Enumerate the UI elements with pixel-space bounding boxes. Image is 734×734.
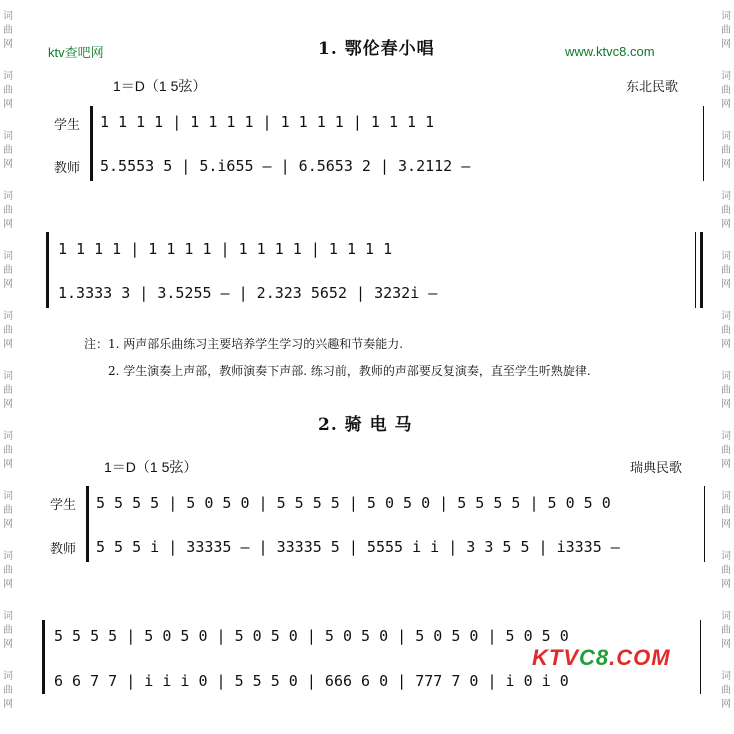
song2-title: 2. 骑 电 马 — [318, 415, 413, 435]
left-side-watermark-glyph: 词 — [3, 431, 13, 442]
song2-system1-endbar — [704, 486, 705, 562]
right-side-watermark-glyph: 曲 — [721, 505, 731, 516]
song2-system1-student: 5 5 5 5 | 5 0 5 0 | 5 5 5 5 | 5 0 5 0 | 5 5 5 5 | 5 0 5 0 — [96, 494, 611, 512]
right-side-watermark-glyph: 曲 — [721, 85, 731, 96]
right-side-watermark-glyph: 词 — [721, 311, 731, 322]
right-side-watermark-glyph: 词 — [721, 251, 731, 262]
song1-origin: 东北民歌 — [626, 80, 679, 95]
right-side-watermark-glyph: 网 — [721, 399, 731, 410]
left-side-watermark-glyph: 词 — [3, 671, 13, 682]
right-side-watermark-glyph: 曲 — [721, 445, 731, 456]
left-side-watermark-glyph: 词 — [3, 191, 13, 202]
song2-system2-brace — [42, 620, 45, 694]
song1-system1-teacher: 5.5553 5 | 5.i655 – | 6.5653 2 | 3.2112 – — [100, 157, 471, 175]
right-side-watermark-glyph: 曲 — [721, 265, 731, 276]
song1-title: 1. 鄂伦春小唱 — [318, 39, 435, 59]
song2-teacher-label: 教师 — [50, 542, 77, 557]
right-side-watermark-glyph: 词 — [721, 551, 731, 562]
song1-student-label: 学生 — [54, 118, 81, 133]
left-side-watermark-glyph: 网 — [3, 39, 13, 50]
right-side-watermark-glyph: 词 — [721, 611, 731, 622]
song1-system1-endbar — [703, 106, 704, 181]
left-side-watermark-glyph: 曲 — [3, 625, 13, 636]
site-logo — [532, 645, 671, 671]
left-side-watermark-glyph: 曲 — [3, 505, 13, 516]
left-side-watermark-glyph: 网 — [3, 639, 13, 650]
left-side-watermark-glyph: 词 — [3, 491, 13, 502]
right-side-watermark-glyph: 词 — [721, 11, 731, 22]
left-side-watermark-glyph: 网 — [3, 459, 13, 470]
song1-system2-finalbar-thin — [695, 232, 696, 308]
song2-student-label: 学生 — [50, 498, 77, 513]
right-side-watermark-glyph: 网 — [721, 99, 731, 110]
right-side-watermark-glyph: 词 — [721, 671, 731, 682]
right-side-watermark-glyph: 词 — [721, 71, 731, 82]
right-side-watermark-glyph: 曲 — [721, 385, 731, 396]
right-side-watermark-glyph: 网 — [721, 699, 731, 710]
left-side-watermark-glyph: 曲 — [3, 385, 13, 396]
site-right-watermark: www.ktvc8.com — [565, 44, 655, 59]
left-side-watermark-glyph: 网 — [3, 159, 13, 170]
left-side-watermark-glyph: 网 — [3, 339, 13, 350]
left-side-watermark-glyph: 曲 — [3, 445, 13, 456]
song1-system2-finalbar — [700, 232, 703, 308]
left-side-watermark-glyph: 网 — [3, 399, 13, 410]
left-side-watermark-glyph: 网 — [3, 219, 13, 230]
right-side-watermark-glyph: 词 — [721, 191, 731, 202]
right-side-watermark-glyph: 网 — [721, 159, 731, 170]
right-side-watermark-glyph: 曲 — [721, 325, 731, 336]
site-logo-part-b: C8 — [579, 645, 610, 670]
left-side-watermark-glyph: 网 — [3, 579, 13, 590]
left-side-watermark-glyph: 曲 — [3, 25, 13, 36]
song1-system2-teacher: 1.3333 3 | 3.5255 – | 2.323 5652 | 3232i – — [58, 284, 438, 302]
left-side-watermark-glyph: 网 — [3, 99, 13, 110]
right-side-watermark-glyph: 网 — [721, 339, 731, 350]
left-side-watermark-glyph: 曲 — [3, 205, 13, 216]
right-side-watermark-glyph: 网 — [721, 459, 731, 470]
left-side-watermark-glyph: 曲 — [3, 265, 13, 276]
song2-system1-teacher: 5 5 5 i | 33335 – | 33335 5 | 5555 i i | 3 3 5 5 | i3335 – — [96, 538, 620, 556]
site-logo-part-a: KTV — [532, 645, 579, 670]
site-left-watermark: ktv查吧网 — [48, 45, 104, 60]
song1-key: 1＝D（1 5弦） — [113, 78, 207, 94]
right-side-watermark-glyph: 词 — [721, 131, 731, 142]
song2-origin: 瑞典民歌 — [630, 461, 683, 476]
song1-teacher-label: 教师 — [54, 161, 81, 176]
right-side-watermark-glyph: 词 — [721, 371, 731, 382]
left-side-watermark-glyph: 网 — [3, 699, 13, 710]
left-side-watermark-glyph: 网 — [3, 279, 13, 290]
left-side-watermark-glyph: 曲 — [3, 85, 13, 96]
right-side-watermark-glyph: 曲 — [721, 625, 731, 636]
right-side-watermark-glyph: 网 — [721, 579, 731, 590]
song2-system1-brace — [86, 486, 89, 562]
right-side-watermark-glyph: 网 — [721, 519, 731, 530]
left-side-watermark-glyph: 曲 — [3, 325, 13, 336]
right-side-watermark-glyph: 网 — [721, 39, 731, 50]
notes-line-2: 2. 学生演奏上声部，教师演奏下声部. 练习前，教师的声部要反复演奏，直至学生听熟旋律. — [108, 364, 591, 378]
left-side-watermark-glyph: 曲 — [3, 685, 13, 696]
left-side-watermark-glyph: 网 — [3, 519, 13, 530]
left-side-watermark-glyph: 词 — [3, 551, 13, 562]
left-side-watermark-glyph: 曲 — [3, 145, 13, 156]
left-side-watermark-glyph: 词 — [3, 71, 13, 82]
right-side-watermark-glyph: 网 — [721, 639, 731, 650]
song2-system2-teacher: 6 6 7 7 | i i i 0 | 5 5 5 0 | 666 6 0 | 777 7 0 | i 0 i 0 — [54, 672, 569, 690]
right-side-watermark-glyph: 曲 — [721, 145, 731, 156]
song2-system2-endbar — [700, 620, 701, 694]
song1-system2-brace — [46, 232, 49, 308]
right-side-watermark-glyph: 曲 — [721, 685, 731, 696]
left-side-watermark-glyph: 曲 — [3, 565, 13, 576]
song1-system1-brace — [90, 106, 93, 181]
left-side-watermark-glyph: 词 — [3, 311, 13, 322]
left-side-watermark-glyph: 词 — [3, 131, 13, 142]
song2-key: 1＝D（1 5弦） — [104, 459, 198, 475]
left-side-watermark-glyph: 词 — [3, 611, 13, 622]
left-side-watermark-glyph: 词 — [3, 11, 13, 22]
right-side-watermark-glyph: 网 — [721, 219, 731, 230]
song2-system2-student: 5 5 5 5 | 5 0 5 0 | 5 0 5 0 | 5 0 5 0 | 5 0 5 0 | 5 0 5 0 — [54, 627, 569, 645]
right-side-watermark-glyph: 词 — [721, 491, 731, 502]
right-side-watermark-glyph: 曲 — [721, 25, 731, 36]
notes-label: 注： — [84, 337, 109, 351]
right-side-watermark-glyph: 网 — [721, 279, 731, 290]
song1-system2-student: 1 1 1 1 | 1 1 1 1 | 1 1 1 1 | 1 1 1 1 — [58, 240, 393, 258]
right-side-watermark-glyph: 曲 — [721, 565, 731, 576]
left-side-watermark-glyph: 词 — [3, 251, 13, 262]
song1-system1-student: 1 1 1 1 | 1 1 1 1 | 1 1 1 1 | 1 1 1 1 — [100, 113, 435, 131]
right-side-watermark-glyph: 词 — [721, 431, 731, 442]
notes-line-1: 1. 两声部乐曲练习主要培养学生学习的兴趣和节奏能力. — [108, 337, 404, 351]
left-side-watermark-glyph: 词 — [3, 371, 13, 382]
right-side-watermark-glyph: 曲 — [721, 205, 731, 216]
site-logo-part-c: .COM — [609, 645, 671, 670]
